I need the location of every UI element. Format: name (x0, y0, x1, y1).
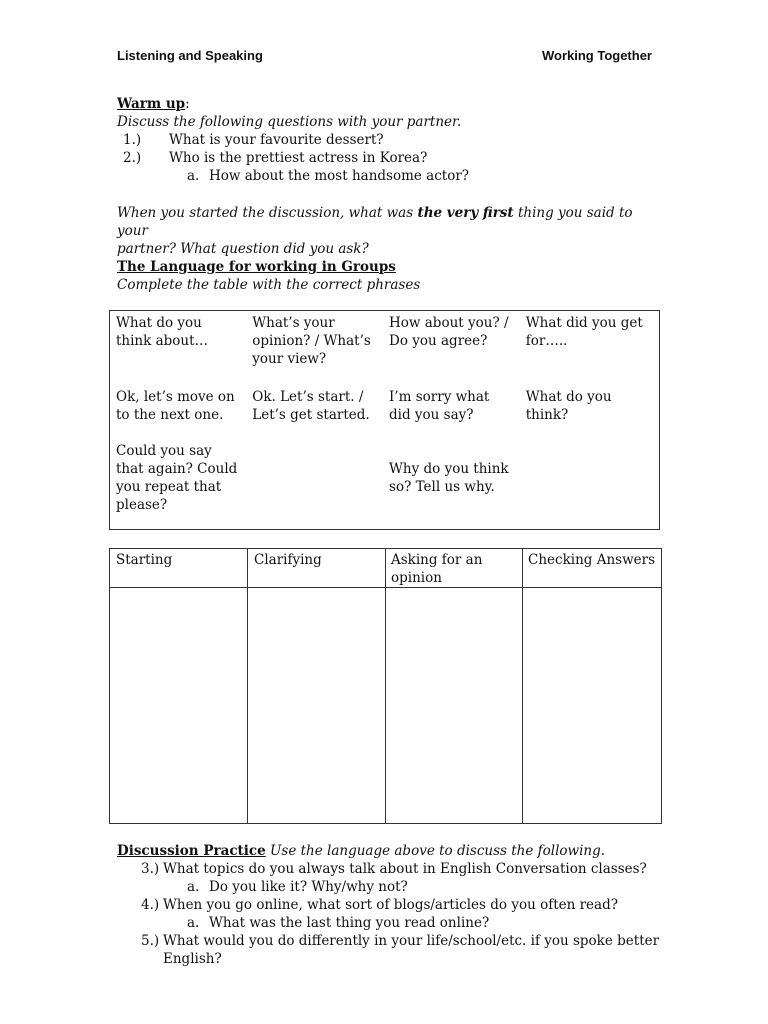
language-title: The Language for working in Groups (117, 259, 396, 275)
category-header-starting: Starting (116, 552, 173, 568)
header-unit-title: Working Together (541, 48, 652, 63)
warmup-instruction: Discuss the following questions with your partner. (117, 114, 462, 130)
warmup-q2: Who is the prettiest actress in Korea? (169, 150, 428, 166)
warmup-q2a-number: a. (187, 168, 200, 184)
phrase-bank-table (109, 310, 660, 530)
discussion-q3-number: 3.) (141, 861, 160, 877)
discussion-heading (117, 842, 605, 860)
phrase-cell: I’m sorry what did you say? (389, 388, 490, 423)
discussion-q5-line2: English? (163, 951, 222, 967)
column-divider (247, 549, 248, 823)
phrase-row (110, 372, 660, 428)
phrase-cell: Why do you think so? Tell us why. (389, 460, 509, 495)
warmup-title: Warm up (117, 96, 186, 112)
column-divider (385, 549, 386, 823)
discussion-q5-number: 5.) (141, 933, 160, 949)
category-header-checking-answers: Checking Answers (528, 552, 655, 568)
phrase-row (110, 311, 660, 372)
reflection-text-2: thing you said to your (117, 205, 633, 239)
discussion-q4a: What was the last thing you read online? (209, 915, 490, 931)
discussion-instruction: Use the language above to discuss the following. (265, 843, 606, 859)
category-header-asking-opinion: Asking for an opinion (391, 552, 483, 586)
phrase-cell: What’s your opinion? / What’s your view? (252, 315, 371, 367)
phrase-cell: Ok. Let’s start. / Let’s get started. (252, 388, 370, 423)
phrase-cell: What do you think about… (116, 315, 209, 349)
warmup-heading (117, 95, 190, 113)
discussion-q3: What topics do you always talk about in English Conversation classes? (163, 861, 647, 877)
reflection-text-1: When you started the discussion, what was (117, 205, 418, 221)
discussion-q4a-number: a. (187, 915, 200, 931)
warmup-colon: : (185, 96, 190, 112)
discussion-q4-number: 4.) (141, 897, 160, 913)
category-table (109, 548, 662, 824)
discussion-q5-line1: What would you do differently in your life/school/etc. if you spoke better (163, 933, 660, 949)
column-divider (522, 549, 523, 823)
phrase-cell: How about you? / Do you agree? (389, 315, 509, 349)
warmup-q2-number: 2.) (123, 150, 142, 166)
discussion-q3a: Do you like it? Why/why not? (209, 879, 408, 895)
phrase-cell-empty (520, 428, 660, 530)
language-instruction: Complete the table with the correct phrases (117, 277, 421, 293)
warmup-q1-number: 1.) (123, 132, 142, 148)
reflection-emphasis: the very first (417, 205, 514, 221)
phrase-cell-empty (246, 428, 383, 530)
category-header-clarifying: Clarifying (254, 552, 322, 568)
header-course-title: Listening and Speaking (117, 48, 263, 63)
phrase-cell: What did you get for….. (525, 315, 643, 349)
discussion-q3a-number: a. (187, 879, 200, 895)
warmup-q1: What is your favourite dessert? (169, 132, 384, 148)
discussion-title: Discussion Practice (117, 843, 266, 859)
warmup-q2a: How about the most handsome actor? (209, 168, 470, 184)
page-header (117, 48, 652, 66)
reflection-text-3: partner? What question did you ask? (117, 241, 369, 257)
phrase-row (110, 428, 660, 530)
phrase-cell: Ok, let’s move on to the next one. (116, 388, 235, 423)
phrase-cell: What do you think? (525, 388, 612, 423)
header-divider (110, 587, 661, 588)
discussion-q4: When you go online, what sort of blogs/articles do you often read? (163, 897, 618, 913)
phrase-cell: Could you say that again? Could you repeat that please? (116, 442, 238, 513)
reflection-question (117, 204, 657, 258)
